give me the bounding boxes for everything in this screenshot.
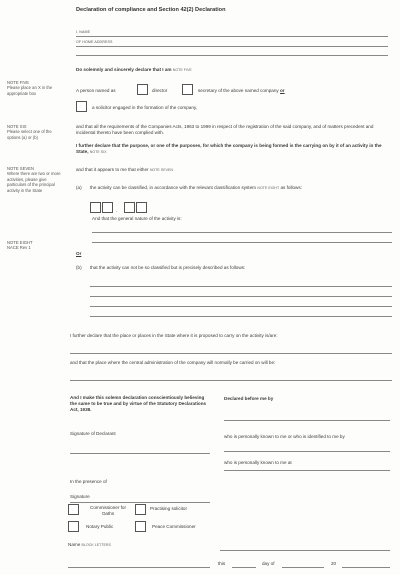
description-line-3[interactable] [90, 306, 392, 307]
description-line-4[interactable] [90, 316, 392, 317]
date-year-line[interactable] [342, 567, 390, 568]
witness-name-line[interactable] [220, 550, 390, 551]
name-label-text: Name [68, 542, 81, 547]
note-six: NOTE SIX Please select one of the options (a) or (b) [7, 124, 52, 140]
or-label: Or [76, 251, 82, 256]
address-field[interactable] [76, 46, 388, 47]
known-at-label: who is personally known to me at [224, 460, 292, 465]
block-letters-note: BLOCK LETTERS [81, 543, 111, 547]
nace-dot: . [116, 208, 118, 213]
purpose-main: I further declare that the purpose, or one of the purposes, for which the company is being formed is the carrying on by it of an activity in the State, [76, 143, 382, 154]
practising-label: Practising solicitor [150, 506, 188, 511]
general-nature-line-1[interactable] [92, 232, 392, 233]
signature-declarant-line[interactable] [70, 453, 210, 454]
secretary-label [198, 88, 285, 94]
director-label: director [152, 88, 168, 93]
page-title: Declaration of compliance and Section 42(2) Declaration [76, 7, 226, 13]
witness-signature-line[interactable] [70, 502, 210, 503]
option-a-note-ref: NOTE EIGHT [257, 186, 280, 190]
compliance-text: and that all the requirements of the Companies Acts, 1963 to 1999 in respect of the registration of the said company, and of matters precedent and incidental thereto have been complied with. [76, 124, 374, 135]
secretary-text: secretary of the above named company [198, 88, 279, 93]
general-nature-label: And that the general nature of the activity is: [92, 216, 182, 221]
secretary-checkbox[interactable] [182, 84, 193, 95]
nace-digit-2[interactable] [102, 202, 113, 213]
notary-checkbox[interactable] [68, 521, 79, 532]
place-line[interactable] [70, 353, 392, 354]
signature-declarant-label: Signature of Declarant [70, 431, 116, 436]
commissioner-checkbox[interactable] [68, 504, 79, 515]
declare-text [76, 67, 192, 73]
notary-label: Notary Public [86, 524, 114, 529]
address-label: OF HOME ADDRESS [76, 40, 113, 44]
purpose-text [76, 143, 394, 154]
declared-before-label: Declared before me by [224, 396, 274, 401]
description-line-2[interactable] [90, 296, 392, 297]
first-main: and that it appears to me that either [76, 167, 149, 172]
note-eight: NOTE EIGHT NACE Rev 1 [7, 240, 33, 251]
nace-digit-3[interactable] [124, 202, 135, 213]
commissioner-label: Commissioner for Oaths [90, 505, 126, 516]
known-identified-label: who is personally known to me or who is identified to me by [224, 434, 345, 439]
declare-main: Do solemnly and sincerely declare that I am [76, 67, 172, 72]
general-nature-line-2[interactable] [92, 242, 392, 243]
peace-checkbox[interactable] [135, 521, 146, 532]
address-field-2[interactable] [76, 55, 388, 56]
option-b-text: that the activity can not be so classified but is precisely described as follows: [90, 265, 246, 270]
date-this-label: this [218, 561, 226, 566]
practising-checkbox[interactable] [135, 504, 146, 515]
declare-note-ref: NOTE FIVE [172, 68, 192, 72]
date-dayof-label: day of [262, 561, 275, 566]
first-text [76, 167, 173, 173]
or-inline: or [279, 88, 285, 93]
witness-signature-label: Signature [70, 494, 90, 499]
option-a-tail: as follows: [280, 185, 302, 190]
name-field[interactable] [76, 36, 388, 37]
solicitor-checkbox[interactable] [76, 101, 87, 112]
person-named-label: A person named as [76, 88, 116, 93]
peace-label: Peace Commissioner [152, 524, 196, 529]
note-seven: NOTE SEVEN Where there are two or more activities, please give particulars of the principal activity in the State [7, 166, 61, 193]
date-day-line[interactable] [232, 567, 256, 568]
known-at-line[interactable] [224, 470, 390, 471]
date-place-line[interactable] [68, 567, 210, 568]
date-month-line[interactable] [282, 567, 324, 568]
solicitor-label: a solicitor engaged in the formation of the company, [92, 105, 198, 110]
name-label: I, NAME [76, 30, 91, 34]
option-a-main: the activity can be classified, in accordance with the relevant classification system [90, 185, 256, 190]
nace-digit-4[interactable] [136, 202, 147, 213]
nace-digit-1[interactable] [90, 202, 101, 213]
purpose-note-ref: NOTE SIX [89, 149, 107, 154]
option-a-label: (a) [76, 185, 82, 190]
central-text: and that the place where the central administration of the company will normally be carried on will be: [70, 360, 276, 365]
central-line[interactable] [70, 380, 392, 381]
date-year-label: 20 [331, 561, 337, 566]
first-note-ref: NOTE SEVEN [149, 168, 173, 172]
option-b-label: (b) [76, 265, 82, 270]
director-checkbox[interactable] [137, 84, 148, 95]
known-identified-line[interactable] [224, 451, 390, 452]
place-text: I further declare that the place or places in the State where it is proposed to carry on the activity is/are: [70, 333, 278, 338]
in-presence-label: In the presence of [70, 479, 107, 484]
witness-name-label [68, 542, 111, 548]
note-five: NOTE FIVE Please place an X in the appropriate box [7, 80, 53, 96]
description-line-1[interactable] [90, 286, 392, 287]
declared-before-line[interactable] [224, 420, 390, 421]
option-a-text [90, 185, 395, 191]
solemn-text: And I make this solemn declaration conscientiously believing the same to be true and by virtue of the Statutory Declarations Act, 1938. [70, 395, 207, 412]
